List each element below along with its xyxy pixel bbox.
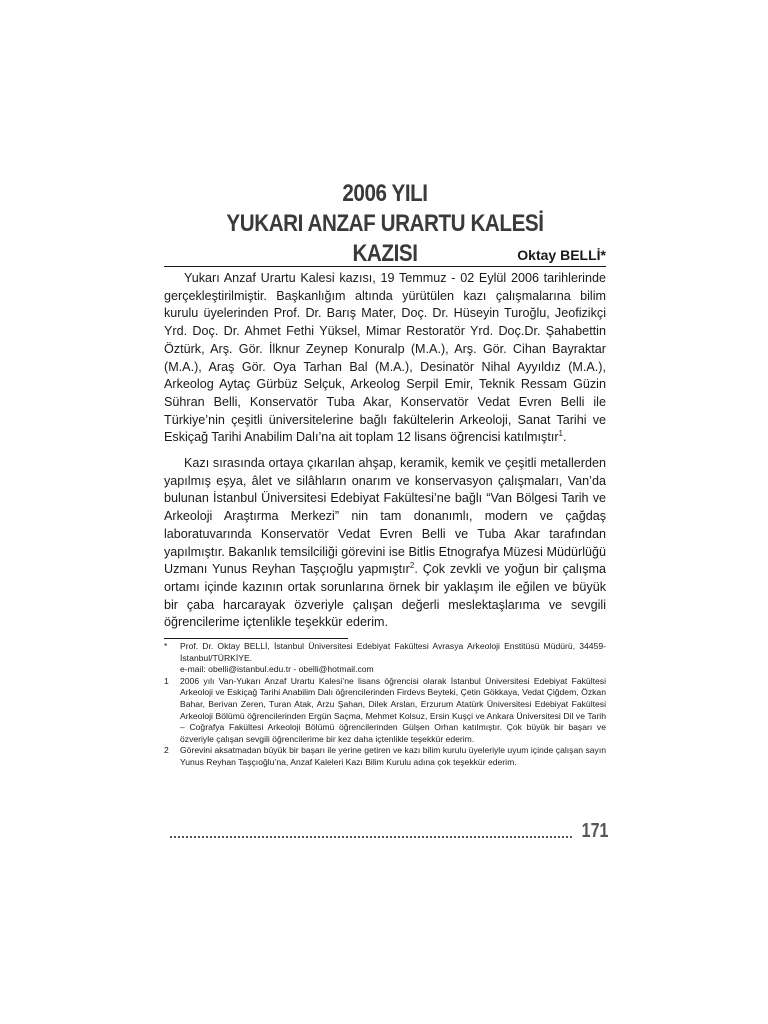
- footnote-mark: 1: [164, 675, 169, 686]
- page-number: 171: [581, 820, 608, 842]
- body-text: [164, 270, 606, 640]
- footnote-2: [164, 745, 606, 768]
- title-year: 2006 YILI: [342, 180, 428, 207]
- page-footer: [170, 820, 608, 844]
- paragraph-1: Yukarı Anzaf Urartu Kalesi kazısı, 19 Temmuz - 02 Eylül 2006 tarihlerinde gerçekleştirilmiştir. Başkanlığım altında yürütülen kazı çalışmalarına bilim kurulu üyelerinden Prof. Dr. Barış Mater, Doç. Dr. Hüseyin Turoğlu, Jeofizikçi Yrd. Doç. Dr. Ahmet Fethi Yüksel, Mimar Restoratör Yrd. Doç.Dr. Şahabettin Öztürk, Arş. Gör. İlknur Zeynep Konuralp (M.A.), Arş. Gör. Cihan Bayraktar (M.A.), Araş Gör. Oya Tarhan Bal (M.A.), Desinatör Nihal Ayyıldız (M.A.), Arkeolog Aytaç Gürbüz Selçuk, Arkeolog Serpil Emir, Teknik Ressam Güzin Sühran Belli, Konservatör Tuba Akar, Konservatör Vedat Evren Belli ile Türkiye’nin çeşitli üniversitelerine bağlı fakültelerin Arkeoloji, Sanat Tarihi ve Eskiçağ Tarihi Anabilim Dalı’na ait toplam 12 lisans öğrencisi katılmıştır$^1$.: [164, 271, 606, 445]
- title-rule: [164, 266, 606, 267]
- footnotes: [164, 641, 606, 769]
- footnote-text: 2006 yılı Van-Yukarı Anzaf Urartu Kalesi’ne lisans öğrencisi olarak İstanbul Üniversitesi Edebiyat Fakültesi Arkeoloji ve Eskiçağ Tarihi Anabilim Dalı öğrencilerinden Firdevs Beyteki, Çetin Gökkaya, Vedat Çiğdem, Özkan Bahar, Berivan Zeren, Turan Atak, Arzu Şahan, Dilek Arslan, Erzurum Atatürk Üniversitesi Edebiyat Fakültesi Arkeoloji Bölümü öğrencilerinden Ergün Saçma, Mehmet Kolsuz, Ersin Kuşçi ve Ankara Üniversitesi Dil ve Tarih – Coğrafya Fakültesi Arkeoloji Bölümü öğrencilerinden Gülşen Orhan katılmıştır. Çok büyük bir başarı ve özveriyle çalışan sevgili öğrencilerime bir kez daha içtenlikle teşekkür ederim.: [180, 675, 606, 744]
- title-main: YUKARI ANZAF URARTU KALESİ KAZISI: [226, 210, 544, 267]
- paragraph-2: Kazı sırasında ortaya çıkarılan ahşap, keramik, kemik ve çeşitli metallerden yapılmış eşya, âlet ve silâhların onarım ve konservasyon çalışmaları, Van’da bulunan İstanbul Üniversitesi Edebiyat Fakültesi’ne bağlı “Van Bölgesi Tarih ve Arkeoloji Araştırma Merkezi” nin tam donanımlı, modern ve çağdaş laboratuvarında Konservatör Vedat Evren Belli ve Tuba Akar tarafından yapılmıştır. Bakanlık temsilciliği görevini ise Bitlis Etnografya Müzesi Müdürlüğü Uzmanı Yunus Reyhan Taşçıoğlu yapmıştır$^2$. Çok zevkli ve yoğun bir çalışma ortamı içinde kazının ortak sorunlarına örnek bir yaklaşım ile eğilen ve büyük bir çaba harcarayak özveriyle çalışan değerli meslektaşlarıma ve sevgili öğrencilerime içtenlikle teşekkür ederim.: [164, 456, 606, 630]
- footnote-mark: 2: [164, 745, 169, 756]
- footnote-1: [164, 676, 606, 746]
- footnote-mark: *: [164, 641, 168, 651]
- author-footnote-mark: *: [600, 247, 606, 263]
- footnote-ref-1: 1: [558, 429, 563, 439]
- dotted-leader: [170, 836, 572, 838]
- author-line: [517, 247, 606, 263]
- footnote-email: e-mail: obelli@istanbul.edu.tr - obelli@hotmail.com: [180, 664, 374, 675]
- footnote-text: Prof. Dr. Oktay BELLİ, İstanbul Üniversitesi Edebiyat Fakültesi Avrasya Arkeoloji Enstitüsü Müdürü, 34459-İstanbul/TÜRKİYE.: [180, 641, 606, 663]
- author-name: Oktay BELLİ: [517, 247, 601, 263]
- footnote-rule: [164, 638, 348, 639]
- footnote-ref-2: 2: [409, 561, 415, 571]
- footnote-text: Görevini aksatmadan büyük bir başarı ile yerine getiren ve kazı bilim kurulu üyeleriyle uyum içinde çalışan sayın Yunus Reyhan Taşçıoğlu’na, Anzaf Kaleleri Kazı Bilim Kurulu adına çok teşekkür ederim.: [180, 745, 606, 767]
- footnote-author: [164, 641, 606, 676]
